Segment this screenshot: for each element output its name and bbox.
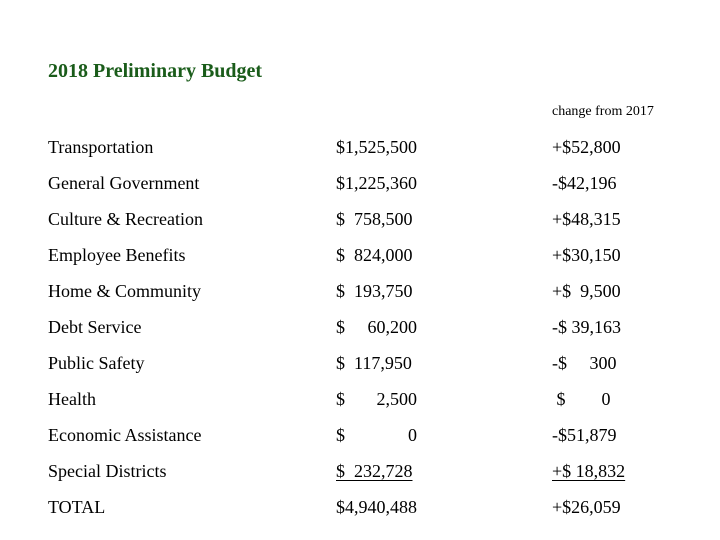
row-change: +$ 9,500: [552, 281, 621, 301]
row-amount: $ 2,500: [336, 389, 417, 409]
budget-row-employee-benefits: [0, 241, 720, 269]
row-amount: $ 232,728: [336, 461, 413, 481]
budget-row-general-government: [0, 169, 720, 197]
row-label: TOTAL: [48, 497, 106, 517]
row-label: Transportation: [48, 137, 154, 157]
row-change: -$ 39,163: [552, 317, 621, 337]
budget-row-culture-recreation: [0, 205, 720, 233]
budget-row-home-community: [0, 277, 720, 305]
row-amount: $4,940,488: [336, 497, 417, 517]
row-label: General Government: [48, 173, 200, 193]
budget-row-health: [0, 385, 720, 413]
budget-row-public-safety: [0, 349, 720, 377]
row-amount: $ 117,950: [336, 353, 412, 373]
row-change: -$ 300: [552, 353, 617, 373]
row-change: +$ 18,832: [552, 461, 626, 481]
row-change: -$42,196: [552, 173, 617, 193]
row-label: Public Safety: [48, 353, 145, 373]
row-amount: $ 193,750: [336, 281, 413, 301]
budget-row-special-districts: [0, 457, 720, 485]
row-label: Health: [48, 389, 96, 409]
row-label: Debt Service: [48, 317, 142, 337]
row-amount: $1,525,500: [336, 137, 417, 157]
budget-row-total: [0, 493, 720, 521]
row-label: Special Districts: [48, 461, 167, 481]
row-amount: $ 758,500: [336, 209, 413, 229]
row-label: Economic Assistance: [48, 425, 202, 445]
row-label: Culture & Recreation: [48, 209, 203, 229]
row-change: +$26,059: [552, 497, 621, 517]
change-column-header: change from 2017: [552, 104, 654, 119]
page-title: 2018 Preliminary Budget: [48, 60, 263, 82]
row-change: +$52,800: [552, 137, 621, 157]
row-change: +$30,150: [552, 245, 621, 265]
row-change: -$51,879: [552, 425, 617, 445]
row-change: +$48,315: [552, 209, 621, 229]
row-amount: $ 0: [336, 425, 417, 445]
row-amount: $ 824,000: [336, 245, 413, 265]
budget-row-economic-assistance: [0, 421, 720, 449]
row-change: $ 0: [552, 389, 611, 409]
row-label: Employee Benefits: [48, 245, 186, 265]
budget-row-transportation: [0, 133, 720, 161]
row-amount: $1,225,360: [336, 173, 417, 193]
row-amount: $ 60,200: [336, 317, 417, 337]
row-label: Home & Community: [48, 281, 201, 301]
budget-row-debt-service: [0, 313, 720, 341]
